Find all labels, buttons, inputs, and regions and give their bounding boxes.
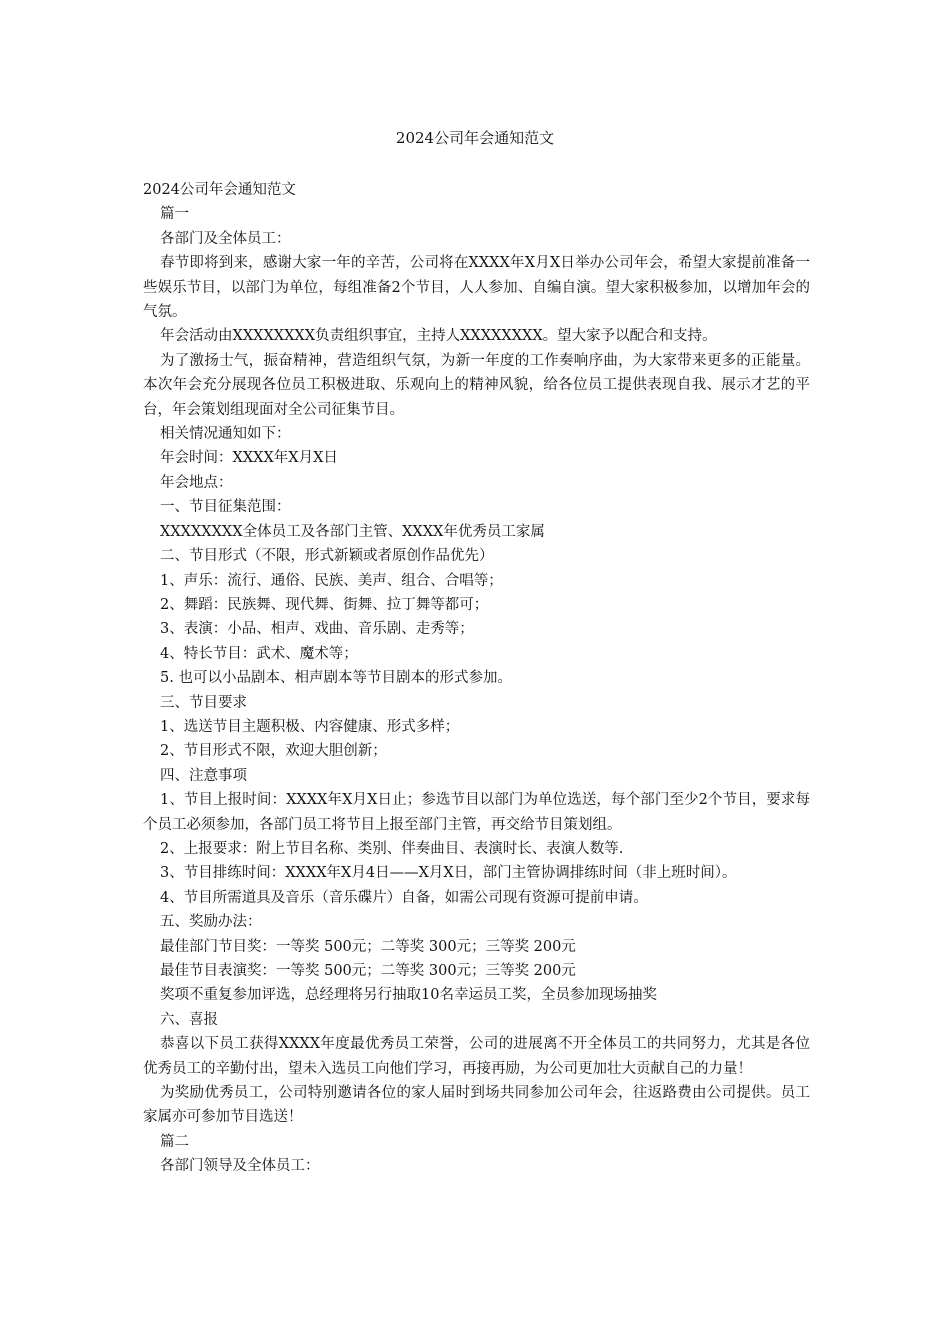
paragraph: 年会地点： xyxy=(160,474,233,491)
document-title: 2024公司年会通知范文 xyxy=(395,129,555,147)
paragraph: 1、节目上报时间：XXXX年X月X日止；参选节目以部门为单位选送，每个部门至少2个节目，要求每个员工必须参加，各部门员工将节目上报至部门主管，再交给节目策划组。 xyxy=(143,792,810,833)
paragraph: 最佳节目表演奖：一等奖 500元；二等奖 300元；三等奖 200元 xyxy=(160,963,576,979)
paragraph: 3、节目排练时间：XXXX年X月4日——X月X日，部门主管协调排练时间（非上班时间）。 xyxy=(160,865,737,882)
paragraph: 2、节目形式不限，欢迎大胆创新； xyxy=(160,743,387,760)
paragraph: 5. 也可以小品剧本、相声剧本等节目剧本的形式参加。 xyxy=(160,670,512,687)
paragraph: 1、声乐：流行、通俗、民族、美声、组合、合唱等； xyxy=(160,572,503,589)
paragraph: 二、节目形式（不限，形式新颖或者原创作品优先） xyxy=(160,548,494,565)
paragraph: 最佳部门节目奖：一等奖 500元；二等奖 300元；三等奖 200元 xyxy=(160,938,576,955)
paragraph: 3、表演：小品、相声、戏曲、音乐剧、走秀等； xyxy=(160,621,474,638)
paragraph: 三、节目要求 xyxy=(160,694,247,711)
paragraph: 为奖励优秀员工，公司特别邀请各位的家人届时到场共同参加公司年会，往返路费由公司提供。员工家属亦可参加节目选送！ xyxy=(143,1085,810,1126)
paragraph: 篇二 xyxy=(160,1133,189,1150)
paragraph: 各部门领导及全体员工： xyxy=(160,1158,320,1175)
paragraph: 1、选送节目主题积极、内容健康、形式多样； xyxy=(160,718,460,735)
paragraph: 各部门及全体员工： xyxy=(160,230,291,247)
paragraph: 篇一 xyxy=(160,206,189,223)
paragraph: 4、特长节目：武术、魔术等； xyxy=(160,645,358,662)
paragraph: 2024公司年会通知范文 xyxy=(143,182,296,198)
document-body xyxy=(143,178,810,1179)
paragraph: 年会时间：XXXX年X月X日 xyxy=(160,450,338,467)
paragraph: 相关情况通知如下： xyxy=(160,426,291,443)
paragraph: 2、上报要求：附上节目名称、类别、伴奏曲目、表演时长、表演人数等. xyxy=(160,840,624,857)
paragraph: 五、奖励办法： xyxy=(160,914,262,931)
paragraph: 六、喜报 xyxy=(160,1011,218,1028)
paragraph: 4、节目所需道具及音乐（音乐碟片）自备，如需公司现有资源可提前申请。 xyxy=(160,889,648,906)
paragraph: 年会活动由XXXXXXXX负责组织事宜，主持人XXXXXXXX。望大家予以配合和支持。 xyxy=(160,328,717,345)
paragraph: XXXXXXXX全体员工及各部门主管、XXXX年优秀员工家属 xyxy=(160,523,545,540)
paragraph: 为了激扬士气，振奋精神，营造组织气氛，为新一年度的工作奏响序曲，为大家带来更多的正能量。本次年会充分展现各位员工积极进取、乐观向上的精神风貌，给各位员工提供表现自我、展示才艺的平台，年会策划组现面对全公司征集节目。 xyxy=(143,352,810,418)
paragraph: 2、舞蹈：民族舞、现代舞、街舞、拉丁舞等都可； xyxy=(160,596,489,613)
paragraph: 春节即将到来，感谢大家一年的辛苦，公司将在XXXX年X月X日举办公司年会，希望大家提前准备一些娱乐节目，以部门为单位，每组准备2个节目，人人参加、自编自演。望大家积极参加，以增加年会的气氛。 xyxy=(143,255,810,321)
paragraph: 恭喜以下员工获得XXXX年度最优秀员工荣誉，公司的进展离不开全体员工的共同努力，尤其是各位优秀员工的辛勤付出，望未入选员工向他们学习，再接再励，为公司更加壮大贡献自己的力量！ xyxy=(143,1036,810,1077)
paragraph: 奖项不重复参加评选，总经理将另行抽取10名幸运员工奖，全员参加现场抽奖 xyxy=(160,987,657,1004)
paragraph: 一、节目征集范围： xyxy=(160,499,291,516)
paragraph: 四、注意事项 xyxy=(160,767,247,784)
